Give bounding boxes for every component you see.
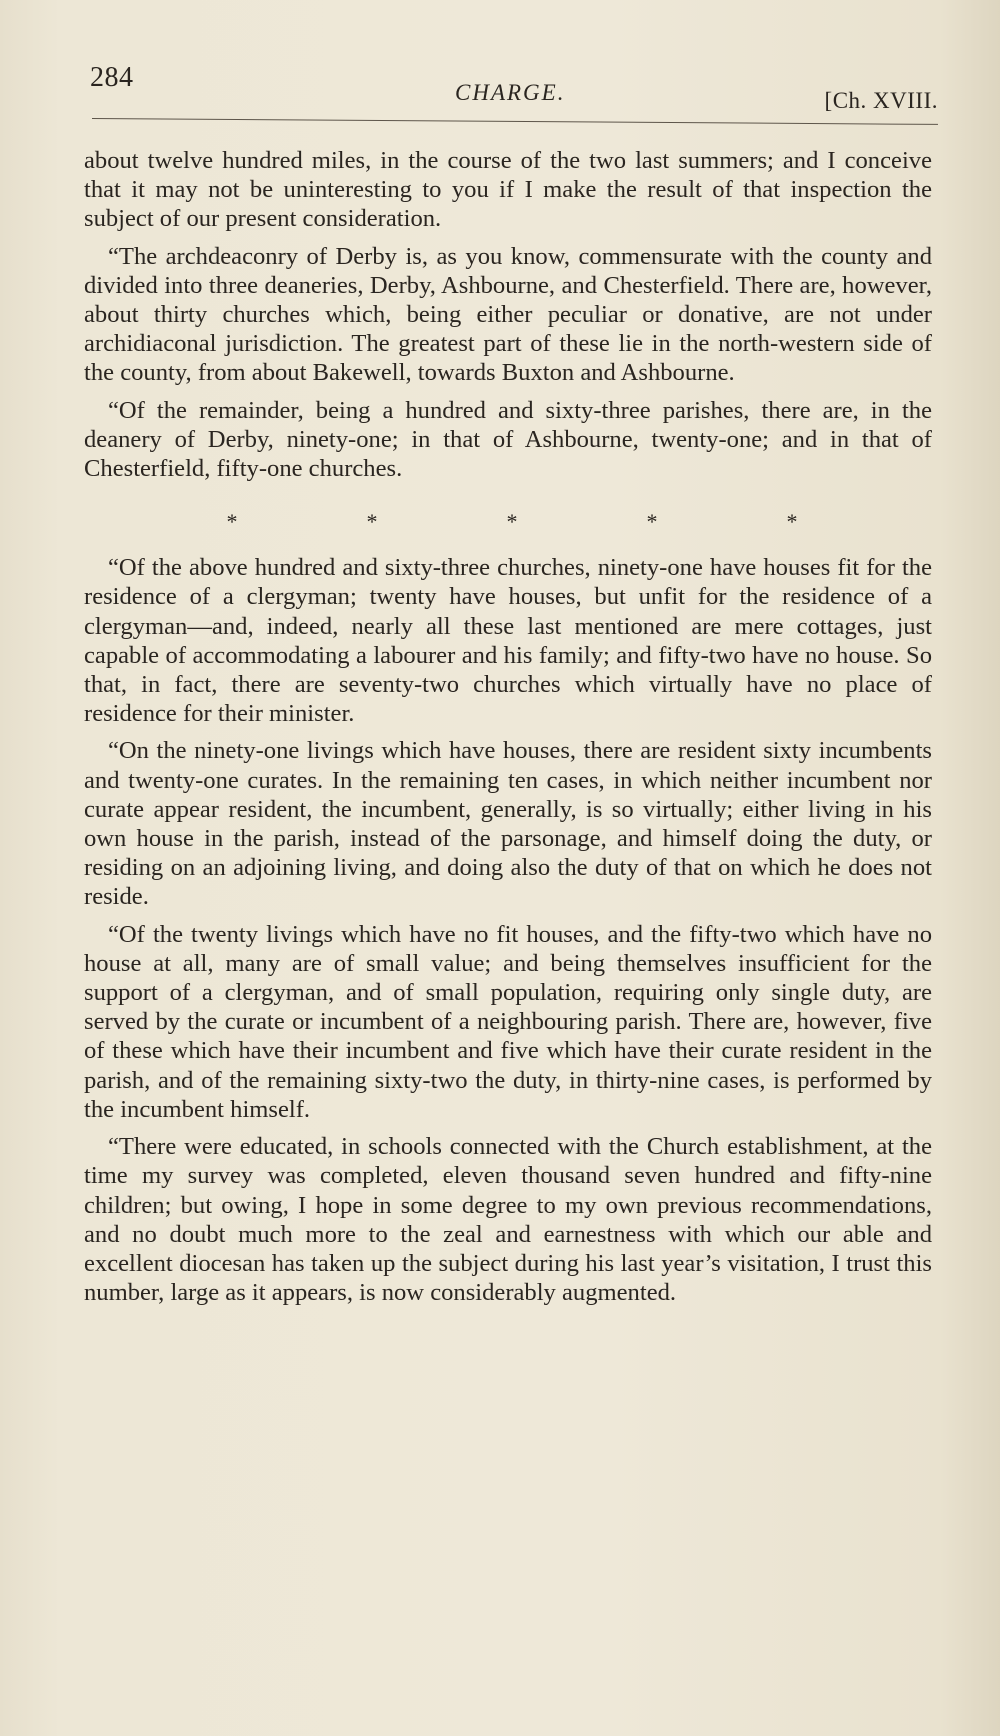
- page-number: 284: [90, 62, 134, 93]
- separator-asterisk: *: [786, 509, 798, 535]
- header-rule: [92, 118, 938, 125]
- separator-asterisk: *: [506, 509, 518, 535]
- paragraph-continuation: about twelve hundred miles, in the course of the two last summers; and I conceive that it may not be uninteresting to you if I make the result of that inspection the subject of our present consideration.: [84, 147, 932, 233]
- page-body: [84, 146, 932, 1315]
- paragraph-livings-without-houses: “Of the twenty livings which have no fit houses, and the fifty-two which have no house at all, many are of small value; and being themselves insufficient for the support of a clergyman, and of small population, requiring only single duty, are served by the curate or incumbent of a neighbouring parish. There are, however, five of these which have their incumbent and five which have their curate resident in the parish, and of the remaining sixty-two the duty, in thirty-nine cases, is performed by the incumbent himself.: [84, 920, 932, 1123]
- paragraph-houses: “Of the above hundred and sixty-three churches, ninety-one have houses fit for the residence of a clergyman; twenty have houses, but unfit for the residence of a clergyman—and, indeed, nearly all these last mentioned are mere cottages, just capable of accommodating a labourer and his family; and fifty-two have no house. So that, in fact, there are seventy-two churches which virtually have no place of residence for their minister.: [84, 554, 932, 728]
- separator-asterisk: *: [646, 509, 658, 535]
- paragraph-livings-with-houses: “On the ninety-one livings which have houses, there are resident sixty incumbents and twenty-one curates. In the remaining ten cases, in which neither incumbent nor curate appear resident, the incumbent, generally, is so virtually; either living in his own house in the parish, instead of the parsonage, and himself doing the duty, or residing on an adjoining living, and doing also the duty of that on which he does not reside.: [84, 737, 932, 911]
- paragraph-schools: “There were educated, in schools connected with the Church establishment, at the time my survey was completed, eleven thousand seven hundred and fifty-nine children; but owing, I hope in some degree to my own previous recommendations, and no doubt much more to the zeal and earnestness with which our able and excellent diocesan has taken up the subject during his last year’s visitation, I trust this number, large as it appears, is now considerably augmented.: [84, 1133, 932, 1307]
- separator-asterisk: *: [226, 509, 238, 535]
- chapter-reference: [Ch. XVIII.: [824, 88, 938, 113]
- separator-asterisk: *: [366, 509, 378, 535]
- paragraph-remainder: “Of the remainder, being a hundred and sixty-three parishes, there are, in the deanery of Derby, ninety-one; in that of Ashbourne, twenty-one; and in that of Chesterfield, fifty-one churches.: [84, 396, 932, 483]
- paragraph-archdeaconry: “The archdeaconry of Derby is, as you know, commensurate with the county and divided into three deaneries, Derby, Ashbourne, and Chesterfield. There are, however, about thirty churches which, being either peculiar or donative, are not under archidiaconal jurisdiction. The greatest part of these lie in the north-western side of the county, from about Bakewell, towards Buxton and Ashbourne.: [84, 242, 932, 387]
- page-header: [90, 62, 938, 118]
- running-title: CHARGE.: [455, 80, 566, 105]
- section-separator: [162, 509, 862, 535]
